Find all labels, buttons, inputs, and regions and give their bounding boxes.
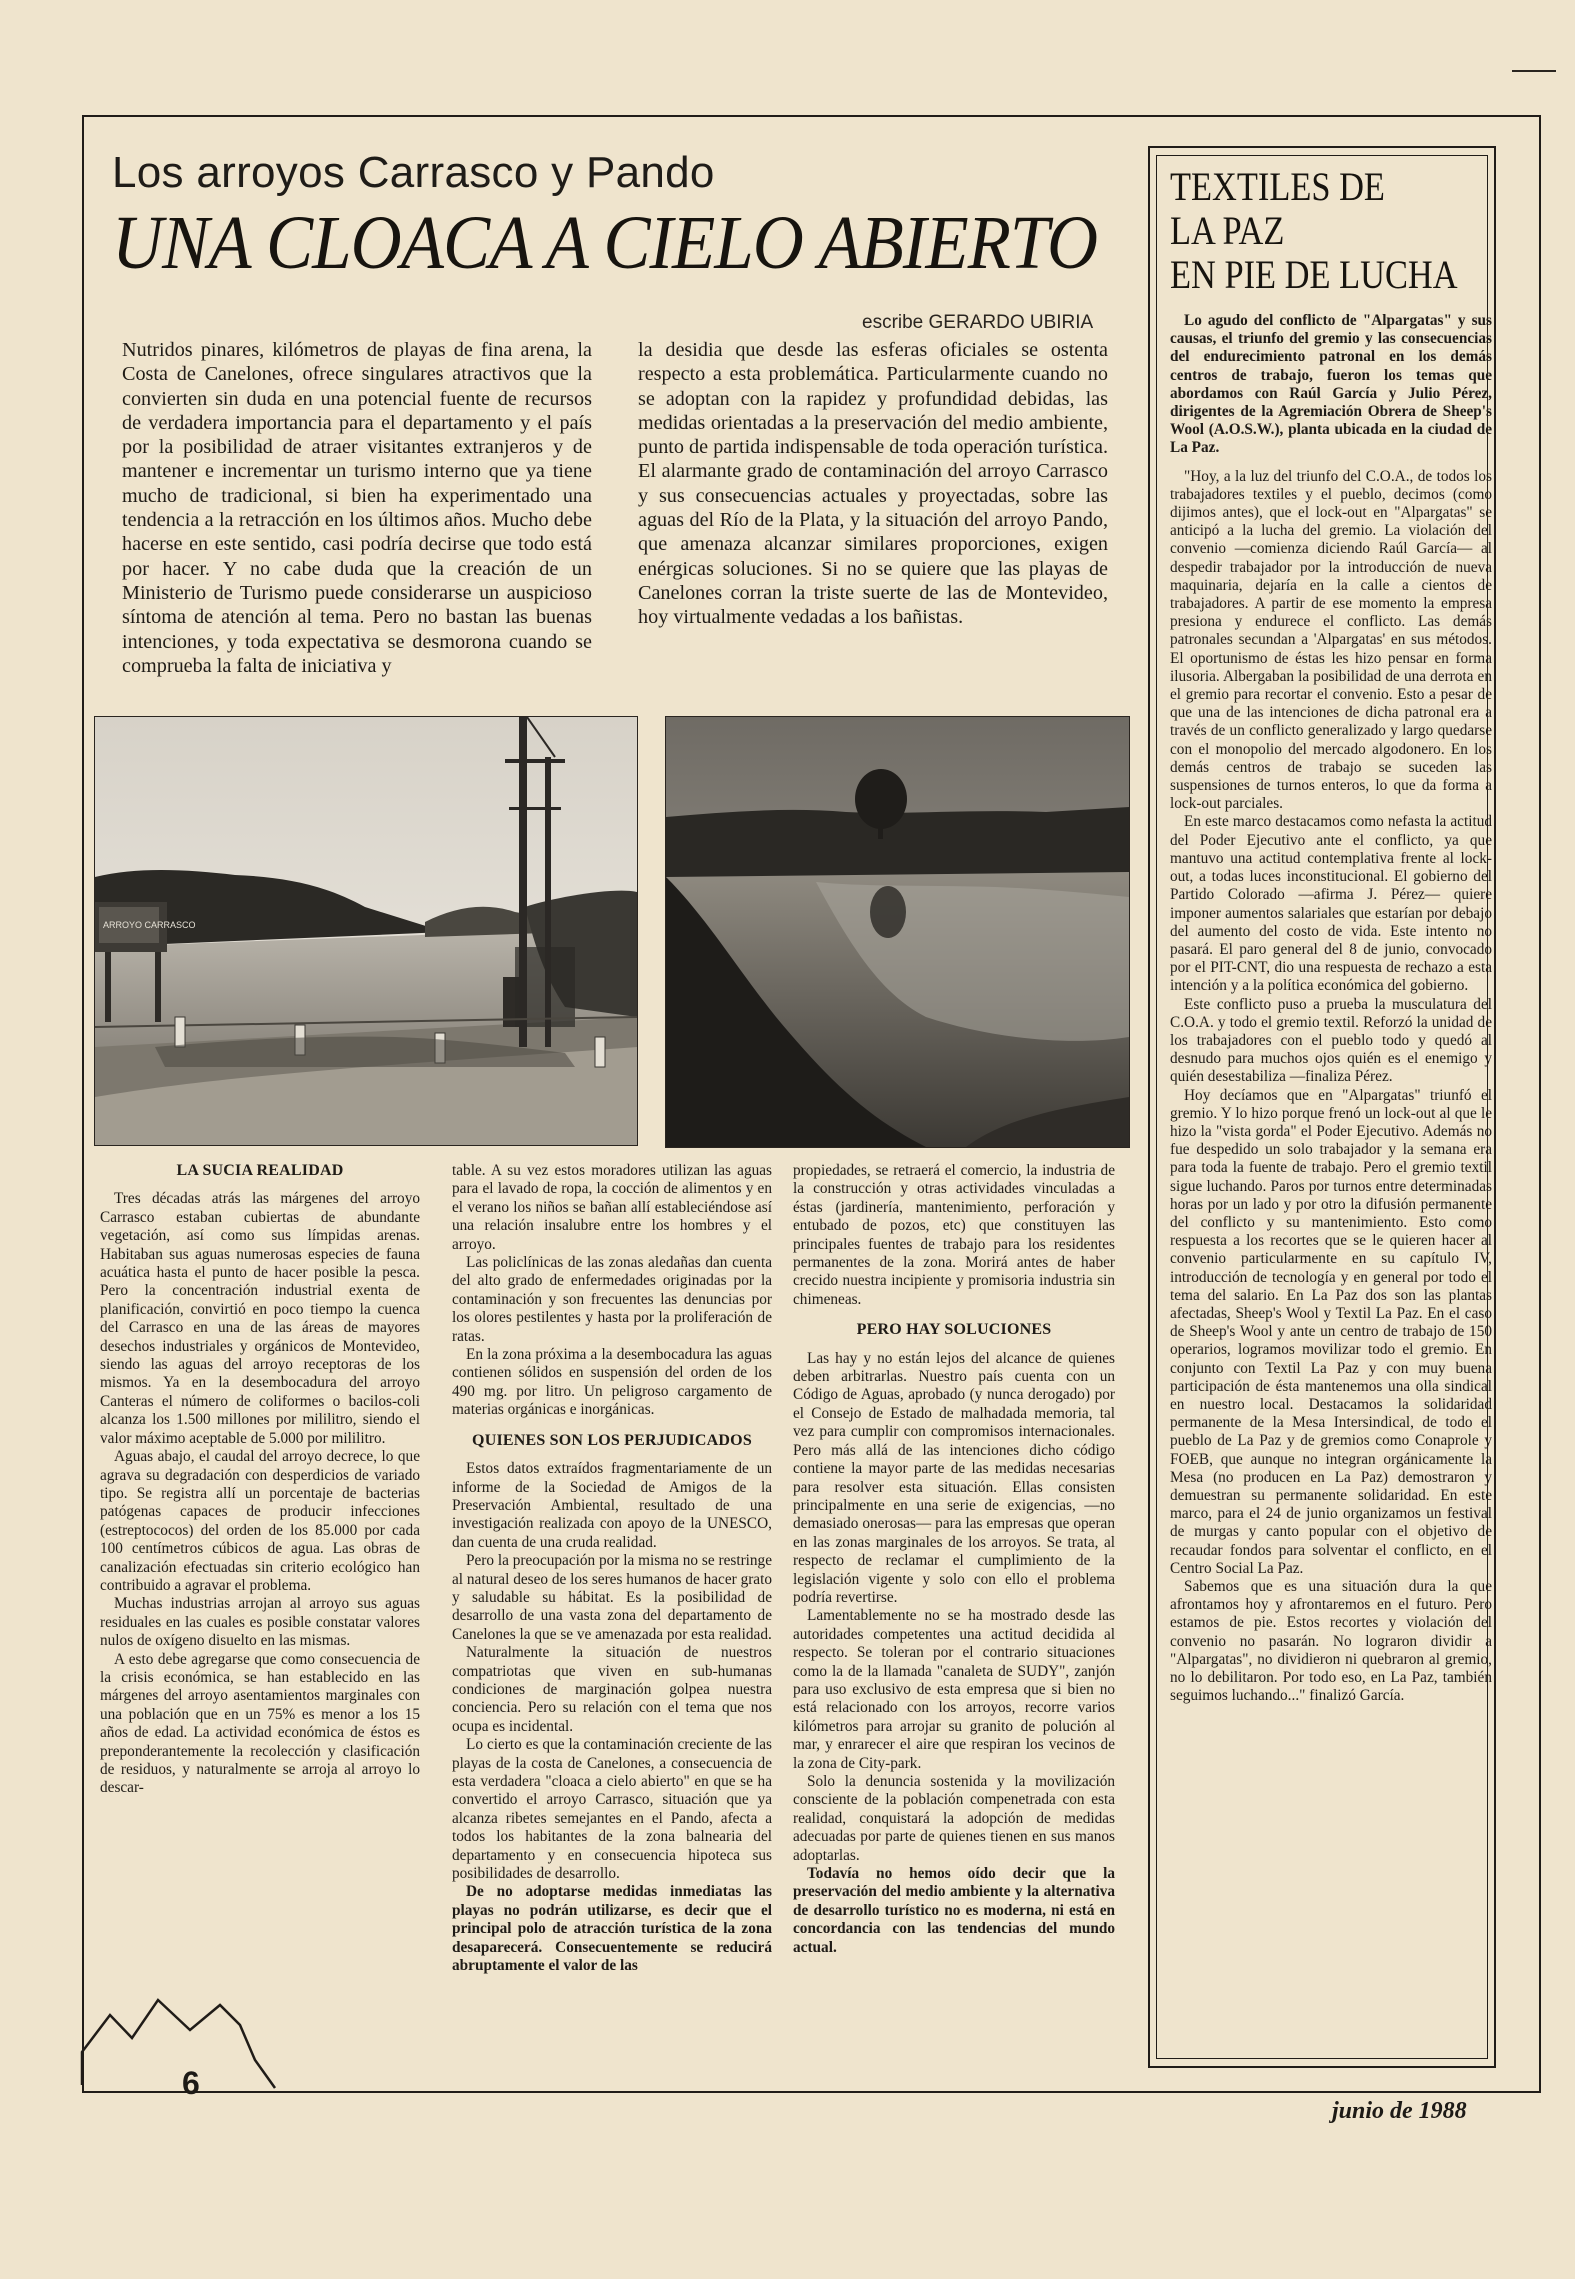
body-paragraph: Todavía no hemos oído decir que la preservación del medio ambiente y la alternativa de desarrollo turístico no es moderna, ni está en concordancia con las tendencias del mundo actual. <box>793 1865 1115 1956</box>
sidebar-title-line: TEXTILES DE <box>1170 164 1385 209</box>
mountain-ornament <box>70 1960 330 2090</box>
body-paragraph: Tres décadas atrás las márgenes del arroyo Carrasco estaban cubiertas de abundante vegetación, así como sus límpidas arenas. Habitaban sus aguas numerosas especies de fauna acuática hasta el punto de hacer posible la pesca. Pero la concentración industrial exenta de planificación, convirtió en poco tiempo la cuenca del Carrasco en una de las áreas de mayores desechos industriales y orgánicos de Montevideo, siendo las aguas del arroyo receptoras de los mismos. Ya en la desembocadura del arroyo Canteras el número de coliformes o bacilos-coli alcanza los 1.500 millones por mililitro, siendo el valor máximo aceptable de 5.000 por mililitro. <box>100 1190 420 1447</box>
photo-arroyo-carrasco <box>94 716 638 1146</box>
body-paragraph: Las policlínicas de las zonas aledañas dan cuenta del alto grado de enfermedades originadas por la contaminación y son frecuentes las denuncias por los olores pestilentes y hasta por la proliferación de ratas. <box>452 1254 772 1345</box>
body-paragraph: A esto debe agregarse que como consecuencia de la crisis económica, se han establecido en las márgenes del arroyo asentamientos marginales con una población que en un 75% es menor a los 15 años de edad. La actividad económica de éstos es preponderantemente la recolección y clasificación de residuos, y naturalmente se arroja al arroyo lo descar- <box>100 1650 420 1797</box>
photo-arroyo-pando-image <box>666 717 1129 1147</box>
body-paragraph: Estos datos extraídos fragmentariamente de un informe de la Sociedad de Amigos de la Preservación Ambiental, resultado de una investigación realizada con apoyo de la UNESCO, dan cuenta de una cruda realidad. <box>452 1460 772 1551</box>
body-paragraph: table. A su vez estos moradores utilizan las aguas para el lavado de ropa, la cocción de alimentos y en el verano los niños se bañan allí estableciéndose así una relación insalubre entre los hombres y el arroyo. <box>452 1162 772 1253</box>
body-paragraph: Naturalmente la situación de nuestros compatriotas que viven en sub-humanas condiciones de marginación golpea nuestra conciencia. Pero su relación con el tema que nos ocupa es incidental. <box>452 1644 772 1735</box>
lead-paragraph: la desidia que desde las esferas oficiales se ostenta respecto a esta problemática. Particularmente cuando no se adoptan con la rapidez y profundidad debidas, las medidas orientadas a la preservación del medio ambiente, punto de partida indispensable de toda operación turística. El alarmante grado de contaminación del arroyo Carrasco y sus consecuencias actuales y proyectadas, sobre las aguas del Río de la Plata, y la situación del arroyo Pando, que amenaza alcanzar similares proporciones, exigen enérgicas soluciones. Si no se quiere que las playas de Canelones corran la triste suerte de las de Montevideo, hoy virtualmente vedadas a los bañistas. <box>638 339 1108 629</box>
lead-paragraph: Nutridos pinares, kilómetros de playas de fina arena, la Costa de Canelones, ofrece singulares atractivos que la convierten sin duda en una potencial fuente de recursos de verdadera importancia para el departamento y el país por la posibilidad de atraer visitantes extranjeros y de mantener e incrementar un turismo interno que ya tiene mucho de tradicional, si bien ha experimentado una tendencia a la retracción en los últimos años. Mucho debe hacerse en este sentido, casi podría decirse que todo está por hacer. Y no cabe duda que la creación de un Ministerio de Turismo puede considerarse un auspicioso síntoma de atención al tema. Pero no bastan las buenas intenciones, y toda expectativa se desmorona cuando se comprueba la falta de iniciativa y <box>122 339 592 677</box>
body-paragraph: De no adoptarse medidas inmediatas las playas no podrán utilizarse, es decir que el principal polo de atracción turística de la zona desaparecerá. Consecuentemente se reducirá abruptamente el valor de las <box>452 1883 772 1975</box>
sidebar-paragraph: Sabemos que es una situación dura la que afrontamos hoy y afrontaremos en el futuro. Pero estamos de pie. Estos recortes y violación del convenio no pasarán. No lograron dividir a "Alpargatas", no dividieron ni quebraron al gremio, no lo debilitaron. Por todo eso, en La Paz, también seguimos luchando..." finalizó García. <box>1170 1578 1492 1705</box>
body-column-1 <box>100 1162 420 1798</box>
sidebar-paragraph: En este marco destacamos como nefasta la actitud del Poder Ejecutivo ante el conflicto, ya que mantuvo una actitud contemplativa frente al lock-out, a todas luces inconstitucional. El gobierno del Partido Colorado —afirma J. Pérez— quiere imponer aumentos salariales que estarían por debajo del aumento del costo de vida. Este intento no pasará. El paro general del 8 de junio, convocado por el PIT-CNT, dio una respuesta de rechazo a esta intención y a la política económica del gobierno. <box>1170 813 1492 995</box>
body-paragraph: propiedades, se retraerá el comercio, la industria de la construcción y otras actividades vinculadas a éstas (jardinería, mantenimiento, perforación y entubado de pozos, etc) que constituyen las principales fuentes de trabajo para los residentes permanentes de la zona. Morirá antes de haber crecido nuestra incipiente y promisoria industria sin chimeneas. <box>793 1162 1115 1308</box>
photo-arroyo-pando <box>665 716 1130 1148</box>
sidebar-paragraph: Este conflicto puso a prueba la musculatura del C.O.A. y todo el gremio textil. Reforzó la unidad de los trabajadores con el pueblo todo y quedó al desnudo para muchos ojos quién es el enemigo y quién desestabiliza —finaliza Pérez. <box>1170 995 1492 1086</box>
body-paragraph: Lo cierto es que la contaminación creciente de las playas de la costa de Canelones, a consecuencia de esta verdadera "cloaca a cielo abierto" en que se ha convertido el arroyo Carrasco, situación que ya alcanza ribetes semejantes en el Pando, afecta a todos los habitantes de la zona balnearia del departamento y en consecuencia hipoteca sus posibilidades de desarrollo. <box>452 1736 772 1883</box>
sidebar-title <box>1170 165 1458 297</box>
sidebar-intro: Lo agudo del conflicto de "Alpargatas" y sus causas, el triunfo del gremio y las consecuencias del endurecimiento patronal en los demás centros de trabajo, fueron los temas que abordamos con Raúl García y Julio Pérez, dirigentes de la Agremiación Obrera de Sheep's Wool (A.O.S.W.), planta ubicada en la ciudad de La Paz. <box>1170 312 1492 457</box>
body-paragraph: En la zona próxima a la desembocadura las aguas contienen sólidos en suspensión del orden de los 490 mg. por litro. Un peligroso cargamento de materias orgánicas e inorgánicas. <box>452 1346 772 1419</box>
lead-column-2 <box>638 338 1108 630</box>
body-paragraph: Las hay y no están lejos del alcance de quienes deben arbitrarlas. Nuestro país cuenta con un Código de Aguas, aprobado (y nunca derogado) por el Consejo de Estado de malhadada memoria, tal vez para cumplir con compromisos internacionales. Pero más allá de las intenciones dicho código contiene la mayor parte de las medidas necesarias para resolver esta situación. Ellas consisten principalmente en una serie de exigencias, —no demasiado onerosas— para las empresas que operan en las zonas marginales de los arroyos. Se trata, al respecto de reclamar el cumplimiento de la legislación vigente y solo con ello el problema podría revertirse. <box>793 1349 1115 1606</box>
corner-rule <box>1512 70 1556 72</box>
article-kicker: Los arroyos Carrasco y Pando <box>112 148 715 197</box>
arroyo-sign-text: ARROYO CARRASCO <box>103 920 196 930</box>
body-paragraph: Solo la denuncia sostenida y la movilización consciente de la población compenetrada con esta realidad, conquistará la adopción de medidas adecuadas por parte de quienes tienen en sus manos adoptarlas. <box>793 1773 1115 1864</box>
photo-arroyo-carrasco-image <box>95 717 637 1145</box>
article-headline: UNA CLOACA A CIELO ABIERTO <box>112 201 1098 285</box>
sidebar-text <box>1170 312 1492 1705</box>
body-paragraph: Muchas industrias arrojan al arroyo sus aguas residuales en las cuales es posible constatar valores nulos de oxígeno disuelto en las mismas. <box>100 1595 420 1650</box>
body-column-2 <box>452 1162 772 1975</box>
sidebar-paragraph: Hoy decíamos que en "Alpargatas" triunfó el gremio. Y lo hizo porque frenó un lock-out al que le hizo la "vista gorda" el Poder Ejecutivo. Además no fue despedido un solo trabajador y la semana era para toda la fuente de trabajo. Pero el gremio textil sigue luchando. Paros por turnos entre determinadas horas por un lado y por otro la difusión permanente del conflicto y su mantenimiento. Esto como respuesta a los recortes que se le quieren hacer al convenio particularmente en su capítulo IV, introducción de tecnología y en general por todo el tema del salario. En La Paz dos son las plantas afectadas, Sheep's Wool y Textil La Paz. En el caso de Sheep's Wool y ante un centro de trabajo de 150 operarios, logramos movilizar todo el gremio. En conjunto con Textil La Paz y con muy buena participación de ésta mantenemos una olla sindical en nuestro local. Destacamos la solidaridad permanente de la Mesa Intersindical, de todo el pueblo de La Paz y de gremios como Conaprole y FOEB, que aunque no integran orgánicamente la Mesa (no producen en La Paz) demostraron y demuestran su permanente solidaridad. En este marco, para el 24 de junio organizamos un festival de murgas y canto popular con el objetivo de recaudar fondos para solventar el conflicto, en el Centro Social La Paz. <box>1170 1086 1492 1577</box>
body-paragraph: Aguas abajo, el caudal del arroyo decrece, lo que agrava su degradación con desperdicios de variado tipo. Se registra allí un porcentaje de bacterias patógenas capaces de producir infecciones (estreptococos) del orden de los 85.000 por cada 100 centímetros cúbicos de agua. Las obras de canalización efectuadas sin criterio ecológico han contribuido a agravar el problema. <box>100 1448 420 1594</box>
issue-date: junio de 1988 <box>1332 2098 1467 2124</box>
lead-column-1 <box>122 338 592 678</box>
article-byline: escribe GERARDO UBIRIA <box>862 312 1094 333</box>
body-column-3 <box>793 1162 1115 1957</box>
sidebar-title-line: LA PAZ <box>1170 208 1285 253</box>
subheading-soluciones: PERO HAY SOLUCIONES <box>856 1321 1052 1339</box>
page-number: 6 <box>182 2065 200 2101</box>
body-paragraph: Lamentablemente no se ha mostrado desde las autoridades competentes una actitud decidida al respecto. Se toleran por el contrario situaciones como la de la llamada "canaleta de SUDY", zanjón para uso exclusivo de esta empresa que si bien no está relacionado con los arroyos, recorre varios kilómetros para arrojar su granito de polución al mar, y enrarecer el aire que respiran los vecinos de la zona de City-park. <box>793 1607 1115 1772</box>
sidebar-paragraph: "Hoy, a la luz del triunfo del C.O.A., de todos los trabajadores textiles y el pueblo, decimos (como dijimos antes), que el lock-out en "Alpargatas" se anticipó a la lucha del gremio. La violación del convenio —comienza diciendo Raúl García— al despedir trabajador por la introducción de nueva maquinaria, dejaría en la calle a cientos de trabajadores. A partir de ese momento la empresa presiona y endurece el conflicto. Las demás patronales secundan a 'Alpargatas' en sus métodos. El oportunismo de éstas les hizo pensar en forma ilusoria. Albergaban la posibilidad de una derrota en el gremio para recortar el convenio. Esto a pesar de que una de las intenciones de dicha patronal era a través de un conflicto generalizado y largo quedarse con el monopolio del mercado algodonero. En los demás centros de trabajo se suceden las suspensiones de turnos enteros, lo que da forma a lock-out parciales. <box>1170 467 1492 813</box>
subheading-sucia-realidad: LA SUCIA REALIDAD <box>176 1162 344 1179</box>
body-paragraph: Pero la preocupación por la misma no se restringe al natural deseo de los seres humanos de hacer grato y saludable su hábitat. Es la posibilidad de desarrollo de una vasta zona del departamento de Canelones la que se ve amenazada por esta realidad. <box>452 1552 772 1643</box>
sidebar-title-line: EN PIE DE LUCHA <box>1170 252 1458 297</box>
subheading-perjudicados: QUIENES SON LOS PERJUDICADOS <box>472 1431 752 1449</box>
